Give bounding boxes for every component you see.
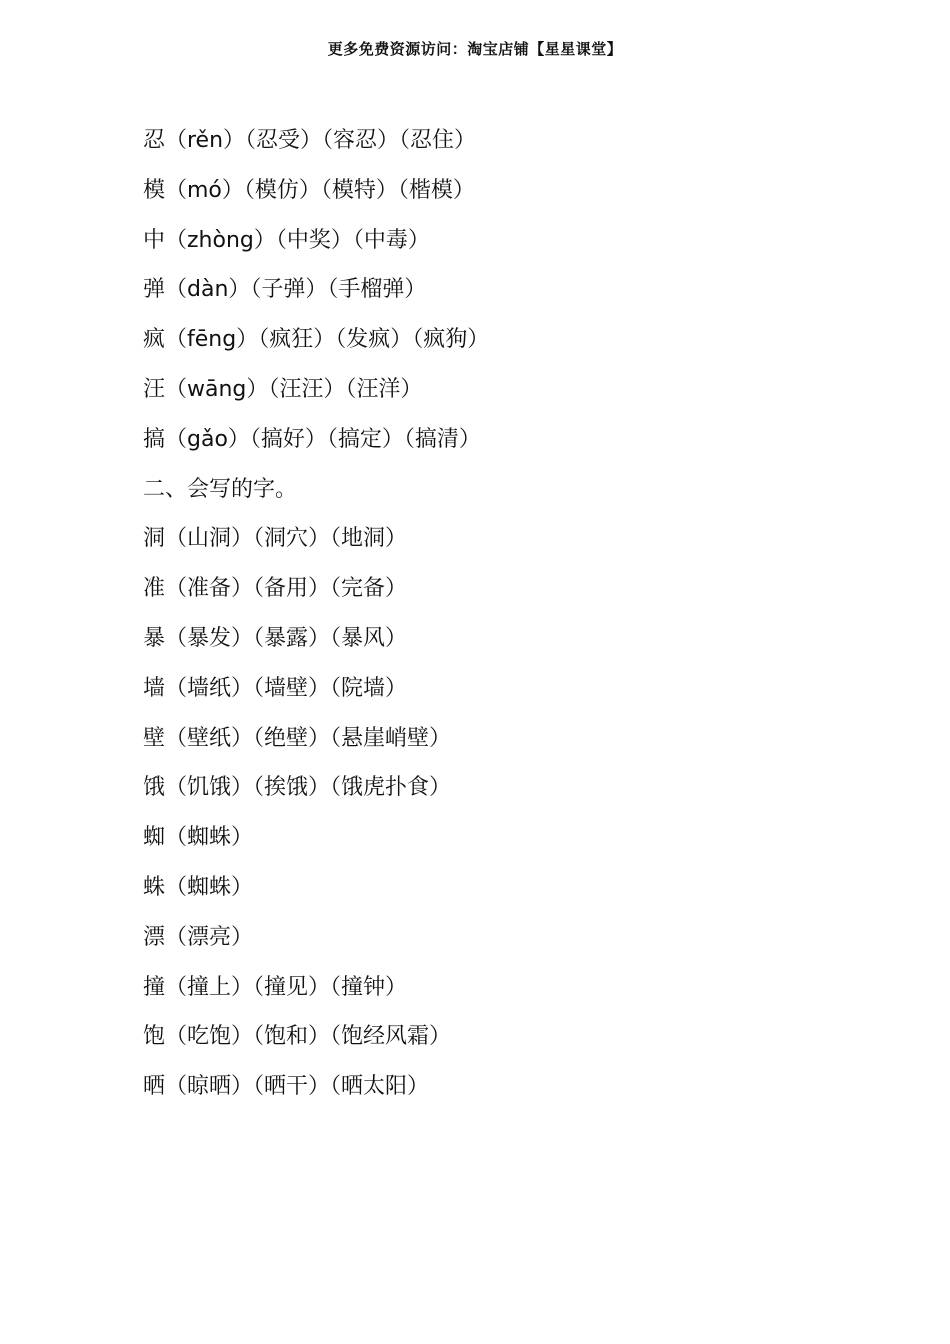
vocab-line: 汪（wāng）（汪汪）（汪洋） — [143, 376, 423, 402]
vocab-line: 搞（gǎo）（搞好）（搞定）（搞清） — [143, 426, 481, 452]
vocab-line: 准（准备）（备用）（完备） — [143, 576, 408, 602]
vocab-line: 洞（山洞）（洞穴）（地洞） — [143, 526, 408, 552]
vocab-line: 漂（漂亮） — [143, 924, 254, 950]
vocab-line: 饿（饥饿）（挨饿）（饿虎扑食） — [143, 775, 452, 801]
vocab-line: 模（mó）（模仿）（模特）（楷模） — [143, 177, 475, 203]
vocab-line: 饱（吃饱）（饱和）（饱经风霜） — [143, 1024, 452, 1050]
vocab-line: 蛛（蜘蛛） — [143, 874, 254, 900]
section-heading: 二、会写的字。 — [143, 476, 298, 502]
page-header: 更多免费资源访问：淘宝店铺【星星课堂】 — [327, 40, 623, 58]
vocab-line: 疯（fēng）（疯狂）（发疯）（疯狗） — [143, 327, 490, 353]
vocab-line: 蜘（蜘蛛） — [143, 825, 254, 851]
vocab-line: 墙（墙纸）（墙壁）（院墙） — [143, 675, 408, 701]
vocabulary-list — [143, 124, 903, 1120]
vocab-line: 撞（撞上）（撞见）（撞钟） — [143, 974, 408, 1000]
vocab-line: 壁（壁纸）（绝壁）（悬崖峭壁） — [143, 725, 452, 751]
vocab-line: 暴（暴发）（暴露）（暴风） — [143, 625, 408, 651]
vocab-line: 忍（rěn）（忍受）（容忍）（忍住） — [143, 128, 477, 153]
vocab-line: 晒（晾晒）（晒干）（晒太阳） — [143, 1074, 430, 1100]
vocab-line: 弹（dàn）（子弹）（手榴弹） — [143, 277, 427, 303]
vocab-line: 中（zhòng）（中奖）（中毒） — [143, 227, 430, 253]
